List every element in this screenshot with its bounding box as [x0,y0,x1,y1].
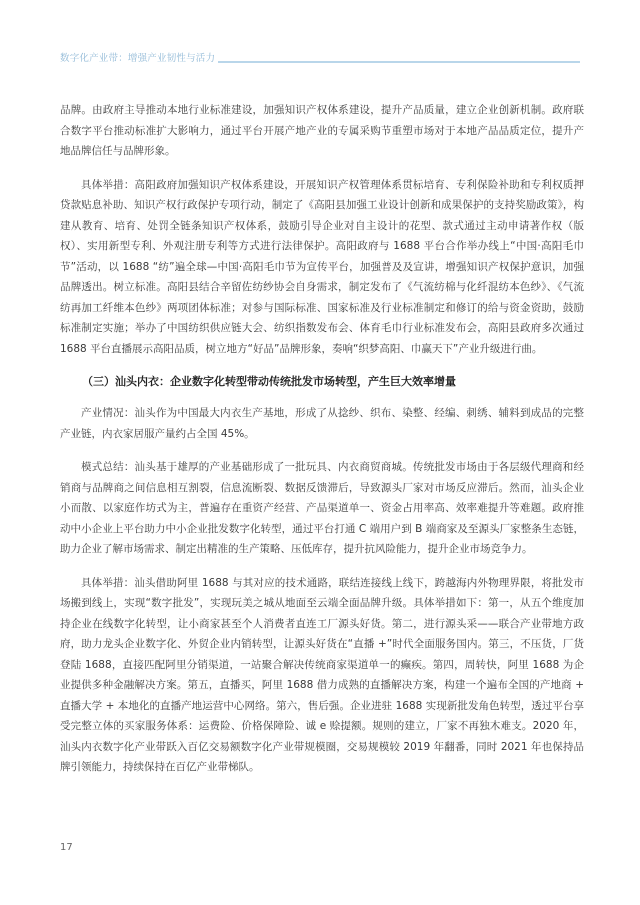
section-heading-shantou: （三）汕头内衣：企业数字化转型带动传统批发市场转型，产生巨大效率增量 [82,375,456,388]
paragraph-shantou-measures: 具体举措：汕头借助阿里 1688 与其对应的技术通路，联结连接线上线下，跨越海内外物理界限，将批发市场搬到线上，实现“数字批发”，实现玩美之城从地面至云端全面品牌升级。具体举措如下：第一，从五个维度加持企业在线数字化转型，让小商家甚至个人消费者直连工厂源头好货。第二，进行源头采——联合产业带地方政府，助力龙头企业数字化、外贸企业内销转型，让源头好货在“直播 +”时代全面服务国内。第三，不压货，厂货登陆 1688，直接匹配阿里分销渠道，一站聚合解决传统商家渠道单一的癫疾。第四，周转快，阿里 1688 为企业提供多种金融解决方案。第五，直播买，阿里 1688 借力成熟的直播解决方案，构建一个遍布全国的产地商 + 直播大学 + 本地化的直播产地运营中心网络。第六，售后强。企业进驻 1688 实现新批发角色转型，透过平台享受完整立体的买家服务体系：运费险、价格保障险、诚 e 赊提额。规则的建立，厂家不再独木难支。2020 年，汕头内衣数字化产业带跃入百亿交易额数字化产业带规模圈，交易规模较 2019 年翻番，同时 2021 年也保持品牌引领能力，持续保持在百亿产业带梯队。 [60,576,584,773]
running-header [60,50,580,64]
header-rule [218,61,580,63]
paragraph-industry-situation: 产业情况：汕头作为中国最大内衣生产基地，形成了从捻纱、织布、染整、经编、刺绣、辅料到成品的完整产业链，内衣家居服产量约占全国 45%。 [60,407,584,440]
paragraph-gaoyang-measures: 具体举措：高阳政府加强知识产权体系建设，开展知识产权管理体系贯标培育、专利保险补助和专利权质押贷款贴息补助、知识产权行政保护专项行动，制定了《高阳县加强工业设计创新和成果保护的支持奖励政策》，构建从教育、培育、处罚全链条知识产权体系，鼓励引导企业对自主设计的花型、款式通过主动申请著作权（版权）、实用新型专利、外观注册专利等方式进行法律保护。高阳政府与 1688 平台合作举办线上“中国·高阳毛巾节”活动，以 1688 “纺”遍全球—中国·高阳毛巾节为宣传平台，加强普及及宣讲，增强知识产权保护意识，加强品牌透出。树立标准。高阳县结合辛留佐纺纱协会自身需求，制定发布了《气流纺棉与化纤混纺本色纱》、《气流纺再加工纤维本色纱》两项团体标准；对参与国际标准、国家标准及行业标准制定和修订的给与资金资助，鼓励标准制定实施；举办了中国纺织供应链大会、纺织指数发布会、体育毛巾行业标准发布会，高阳县政府多次通过 1688 平台直播展示高阳品质，树立地方“好品”品牌形象，奏响“织梦高阳、巾赢天下”产业升级进行曲。 [60,178,584,355]
paragraph-model-summary: 模式总结：汕头基于雄厚的产业基础形成了一批玩具、内衣商贸商城。传统批发市场由于各层级代理商和经销商与品牌商之间信息相互割裂，信息流断裂、数据反馈滞后，导致源头厂家对市场反应滞后。然而，汕头企业小而散、以家庭作坊式为主，普遍存在重资产经营、产品渠道单一、资金占用率高、效率难提升等难题。政府推动中小企业上平台助力中小企业批发数字化转型，通过平台打通 C 端用户到 B 端商家及至源头厂家整条生态链，助力企业了解市场需求、制定出精准的生产策略、压低库存，提升抗风险能力，提升企业市场竞争力。 [60,461,584,555]
paragraph-brand-continuation: 品牌。由政府主导推动本地行业标准建设，加强知识产权体系建设，提升产品质量，建立企业创新机制。政府联合数字平台推动标准扩大影响力，通过平台开展产地产业的专属采购节重塑市场对于本地产品品质定位，提升产地品牌信任与品牌形象。 [60,104,584,157]
page-body [60,100,584,791]
running-header-title: 数字化产业带：增强产业韧性与活力 [60,53,216,64]
page-number: 17 [60,842,73,853]
